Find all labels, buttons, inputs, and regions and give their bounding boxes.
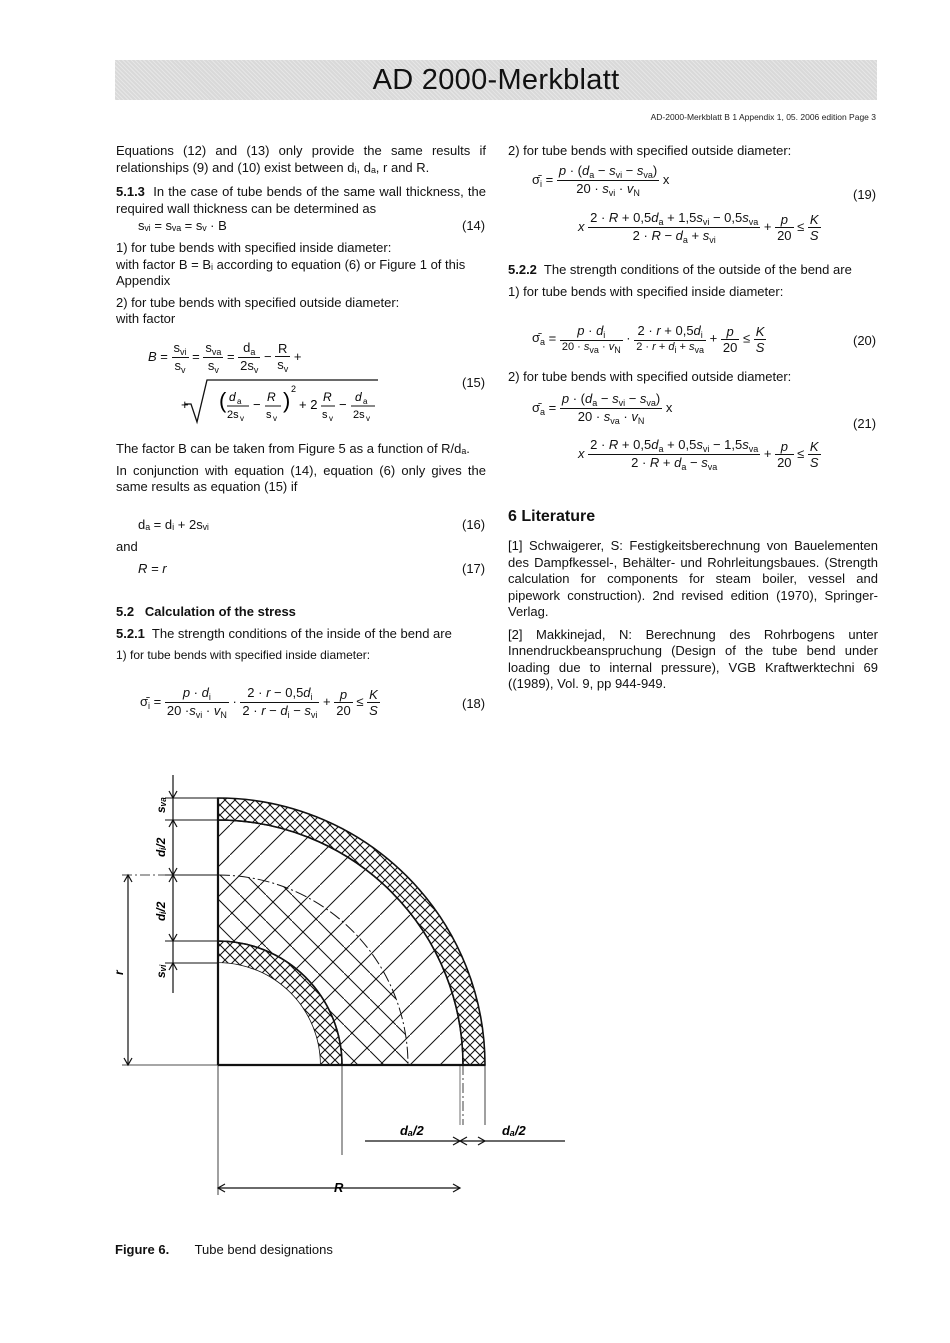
svg-text:(: (	[219, 388, 227, 413]
left-factor-text	[116, 441, 486, 496]
svg-text:−: −	[253, 397, 261, 412]
paragraph-equations-note: Equations (12) and (13) only provide the same results if relationships (9) and (10) exist between dᵢ, dₐ, r and R.	[116, 143, 486, 175]
svg-text:2s: 2s	[227, 409, 239, 421]
equation-19-line2: x $\frac{2 \cdot R + 0,5d_a + 1,5s_{vi} - 0,5s_{va}}{2 \cdot R - d_a + s_{vi}}$ + $\frac{p}{20}$ ≤ $\frac{K}{S}$	[578, 210, 819, 245]
figure-caption	[115, 1242, 333, 1257]
equation-20-number: (20)	[853, 333, 877, 348]
label-da-half-left: dₐ/2	[400, 1123, 424, 1138]
document-banner	[115, 60, 877, 100]
right-item-1: 1) for tube bends with specified inside diameter:	[508, 283, 784, 299]
equation-15-number: (15)	[462, 375, 486, 390]
section-5-1-3	[116, 184, 486, 217]
paragraph-conjunction: In conjunction with equation (14), equation (6) only gives the same results as equation (15) if	[116, 462, 486, 494]
svg-text:+ 2: + 2	[299, 397, 318, 412]
caption-number: Figure 6.	[115, 1242, 170, 1257]
section-5-2-2	[508, 262, 878, 300]
svg-text:v: v	[273, 414, 277, 423]
equation-21-line1: $\sigmā_a$ = $\frac{p \cdot (d_a - s_{vi} - s_{va})}{20 \cdot s_{va} \cdot v_N}$ x	[532, 391, 673, 426]
svg-text:s: s	[322, 409, 328, 421]
svg-text:s: s	[266, 409, 272, 421]
reference-2: [2] Makkinejad, N: Berechnung des Rohrbogens unter Innendruckbeanspruchung (Design of the tube bend under loading due to internal pressure), VGB Kraftwerktechni 69 ((1989), Vol. 9, pp 944-949.	[508, 626, 878, 691]
label-sva: sᵥₐ	[154, 796, 168, 813]
svg-text:v: v	[366, 414, 370, 423]
label-da-half-right: dₐ/2	[502, 1123, 526, 1138]
svg-text:a: a	[237, 397, 242, 406]
svg-text:R: R	[323, 390, 332, 404]
label-svi: sᵥᵢ	[154, 964, 168, 978]
right-item-2: 2) for tube bends with specified outside diameter:	[508, 369, 792, 384]
equation-14-number: (14)	[462, 218, 486, 233]
item-1: 1) for tube bends with specified inside diameter:	[116, 240, 392, 255]
svg-text:v: v	[329, 414, 333, 423]
references	[508, 538, 878, 693]
section-number: 5.1.3	[116, 184, 145, 199]
paragraph-factor: The factor B can be taken from Figure 5 as a function of R/dₐ.	[116, 441, 470, 456]
left-column	[116, 143, 486, 217]
equation-18-number: (18)	[462, 696, 486, 711]
right-item-2-top: 2) for tube bends with specified outside diameter:	[508, 143, 792, 158]
section-title: Calculation of the stress	[144, 604, 296, 619]
svg-text:R: R	[267, 390, 276, 404]
equation-17-number: (17)	[462, 561, 486, 576]
label-R: R	[334, 1180, 344, 1195]
equation-21-line2: x $\frac{2 \cdot R + 0,5d_a + 0,5s_{vi} - 1,5s_{va}}{2 \cdot R + d_a - s_{va}}$ + $\frac{p}{20}$ ≤ $\frac{K}{S}$	[578, 437, 819, 472]
equation-16-number: (16)	[462, 517, 486, 532]
section-text: In the case of tube bends of the same wall thickness, the required wall thickness can be determined as	[116, 184, 486, 216]
label-di-half-upper: dᵢ/2	[154, 837, 168, 857]
item-1-detail: with factor B = Bᵢ according to equation (6) or Figure 1 of this Appendix	[116, 256, 466, 288]
running-head: AD-2000-Merkblatt B 1 Appendix 1, 05. 2006 edition Page 3	[650, 112, 876, 122]
svg-text:d: d	[355, 390, 362, 404]
equation-14: sᵥᵢ = sᵥₐ = sᵥ · B	[138, 218, 227, 233]
section-number: 5.2.2	[508, 262, 537, 277]
literature-heading: 6 Literature	[508, 508, 596, 525]
svg-text:2: 2	[291, 384, 297, 394]
equation-15-line1: B = $\frac{s_{vi}}{s_v}$ = $\frac{s_{va}}{s_v}$ = $\frac{d_a}{2s_v}$ − $\frac{R}{s_v}$ +	[148, 340, 302, 375]
item-2: 2) for tube bends with specified outside diameter:	[116, 294, 400, 310]
section-5-2-heading	[116, 604, 296, 619]
section-text: The strength conditions of the outside of the bend are	[543, 262, 852, 277]
svg-text:2s: 2s	[353, 409, 365, 421]
section-text: The strength conditions of the inside of the bend are	[151, 626, 452, 641]
label-r: r	[112, 970, 126, 975]
equation-15-root	[183, 374, 383, 426]
section-number: 5.2	[116, 604, 135, 619]
section-5-2-1	[116, 626, 486, 663]
reference-1: [1] Schwaigerer, S: Festigkeitsberechnung von Bauelementen des Dampfkessel-, Behälter- und Rohrleitungsbaues. (Strength calculation for components for steam boiler, vessel and pipework construction). 2nd revised edition (1970), Springer-Verlag.	[508, 538, 878, 619]
equation-20: $\sigmā_a$ = $\frac{p \cdot d_i}{20 \cdot s_{va} \cdot v_N}$ · $\frac{2 \cdot r + 0,5d_i}{2 \cdot r + d_i + s_{va}}$ + $\frac{p}{20}$ ≤ $\frac{K}{S}$	[532, 323, 765, 355]
equation-18: $\sigmā_i$ = $\frac{p \cdot d_i}{20 \cdot s_{vi} \cdot v_N}$ · $\frac{2 \cdot r - 0,5d_i}{2 \cdot r - d_i - s_{vi}}$ + $\frac{p}{20}$ ≤ $\frac{K}{S}$	[140, 685, 378, 720]
svg-text:v: v	[240, 414, 244, 423]
label-di-half-lower: dᵢ/2	[154, 901, 168, 921]
equation-17: R = r	[138, 561, 167, 576]
left-items	[116, 240, 486, 328]
item-2-detail: with factor	[116, 311, 176, 326]
and-text: and	[116, 539, 138, 554]
equation-16: dₐ = dᵢ + 2sᵥᵢ	[138, 517, 209, 532]
svg-text:a: a	[363, 397, 368, 406]
item-1-stress: 1) for tube bends with specified inside diameter:	[116, 647, 371, 662]
svg-text:): )	[283, 388, 291, 413]
svg-text:−: −	[339, 397, 347, 412]
section-number: 5.2.1	[116, 626, 145, 641]
tube-bend-figure	[110, 765, 600, 1205]
svg-text:+: +	[181, 397, 189, 412]
svg-text:d: d	[229, 390, 236, 404]
equation-19-number: (19)	[853, 187, 877, 202]
document-title: AD 2000-Merkblatt	[372, 64, 620, 96]
equation-21-number: (21)	[853, 416, 877, 431]
caption-text: Tube bend designations	[194, 1242, 333, 1257]
equation-19-line1: $\sigmā_i$ = $\frac{p \cdot (d_a - s_{vi} - s_{va})}{20 \cdot s_{vi} \cdot v_N}$ x	[532, 163, 670, 198]
